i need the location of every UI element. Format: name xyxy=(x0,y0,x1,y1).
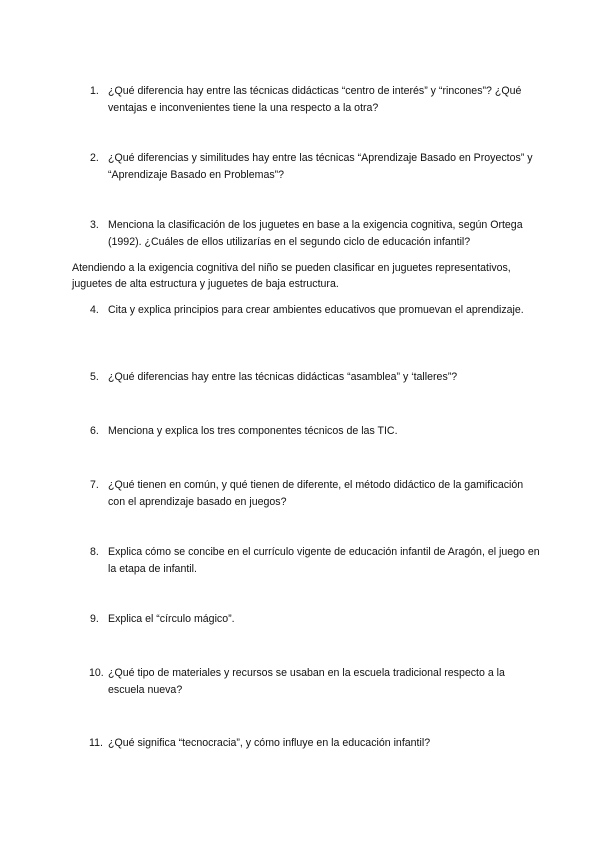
answer-paragraph: Atendiendo a la exigencia cognitiva del niño se pueden clasificar en juguetes representativos, juguetes de alta estructura y juguetes de baja estructura. xyxy=(72,262,511,290)
question-number: 5. xyxy=(90,371,99,383)
question-number: 1. xyxy=(90,85,99,97)
question-6 xyxy=(90,423,540,440)
question-11 xyxy=(90,735,540,752)
question-number: 11. xyxy=(89,737,103,749)
question-1 xyxy=(90,83,540,117)
question-3 xyxy=(90,217,540,251)
question-number: 4. xyxy=(90,304,99,316)
question-text: ¿Qué diferencia hay entre las técnicas didácticas “centro de interés” y “rincones”? ¿Qué ventajas e inconvenientes tiene la una respecto a la otra? xyxy=(108,85,522,114)
question-number: 9. xyxy=(90,613,99,625)
question-text: ¿Qué significa “tecnocracia”, y cómo influye en la educación infantil? xyxy=(108,737,431,749)
question-text: Explica cómo se concibe en el currículo vigente de educación infantil de Aragón, el juego en la etapa de infantil. xyxy=(108,546,540,575)
question-text: Cita y explica principios para crear ambientes educativos que promuevan el aprendizaje. xyxy=(108,304,524,316)
question-text: ¿Qué diferencias y similitudes hay entre las técnicas “Aprendizaje Basado en Proyectos” y “Aprendizaje Basado en Problemas”? xyxy=(108,152,533,181)
question-text: Menciona y explica los tres componentes técnicos de las TIC. xyxy=(108,425,398,437)
question-5 xyxy=(90,369,540,386)
question-2 xyxy=(90,150,540,184)
question-text: ¿Qué diferencias hay entre las técnicas didácticas “asamblea” y ‘talleres”? xyxy=(108,371,458,383)
question-8 xyxy=(90,544,540,578)
question-number: 2. xyxy=(90,152,99,164)
question-9 xyxy=(90,611,540,628)
question-number: 3. xyxy=(90,219,99,231)
question-4 xyxy=(90,302,540,319)
question-text: Explica el “círculo mágico”. xyxy=(108,613,235,625)
question-7 xyxy=(90,477,540,511)
question-number: 7. xyxy=(90,479,99,491)
question-text: ¿Qué tienen en común, y qué tienen de diferente, el método didáctico de la gamificación con el aprendizaje basado en juegos? xyxy=(108,479,524,508)
question-text: Menciona la clasificación de los juguetes en base a la exigencia cognitiva, según Ortega (1992). ¿Cuáles de ellos utilizarías en el segundo ciclo de educación infantil? xyxy=(108,219,523,248)
question-number: 10. xyxy=(89,667,104,679)
question-number: 8. xyxy=(90,546,99,558)
question-number: 6. xyxy=(90,425,99,437)
question-text: ¿Qué tipo de materiales y recursos se usaban en la escuela tradicional respecto a la escuela nueva? xyxy=(108,667,505,696)
question-10 xyxy=(90,665,540,699)
